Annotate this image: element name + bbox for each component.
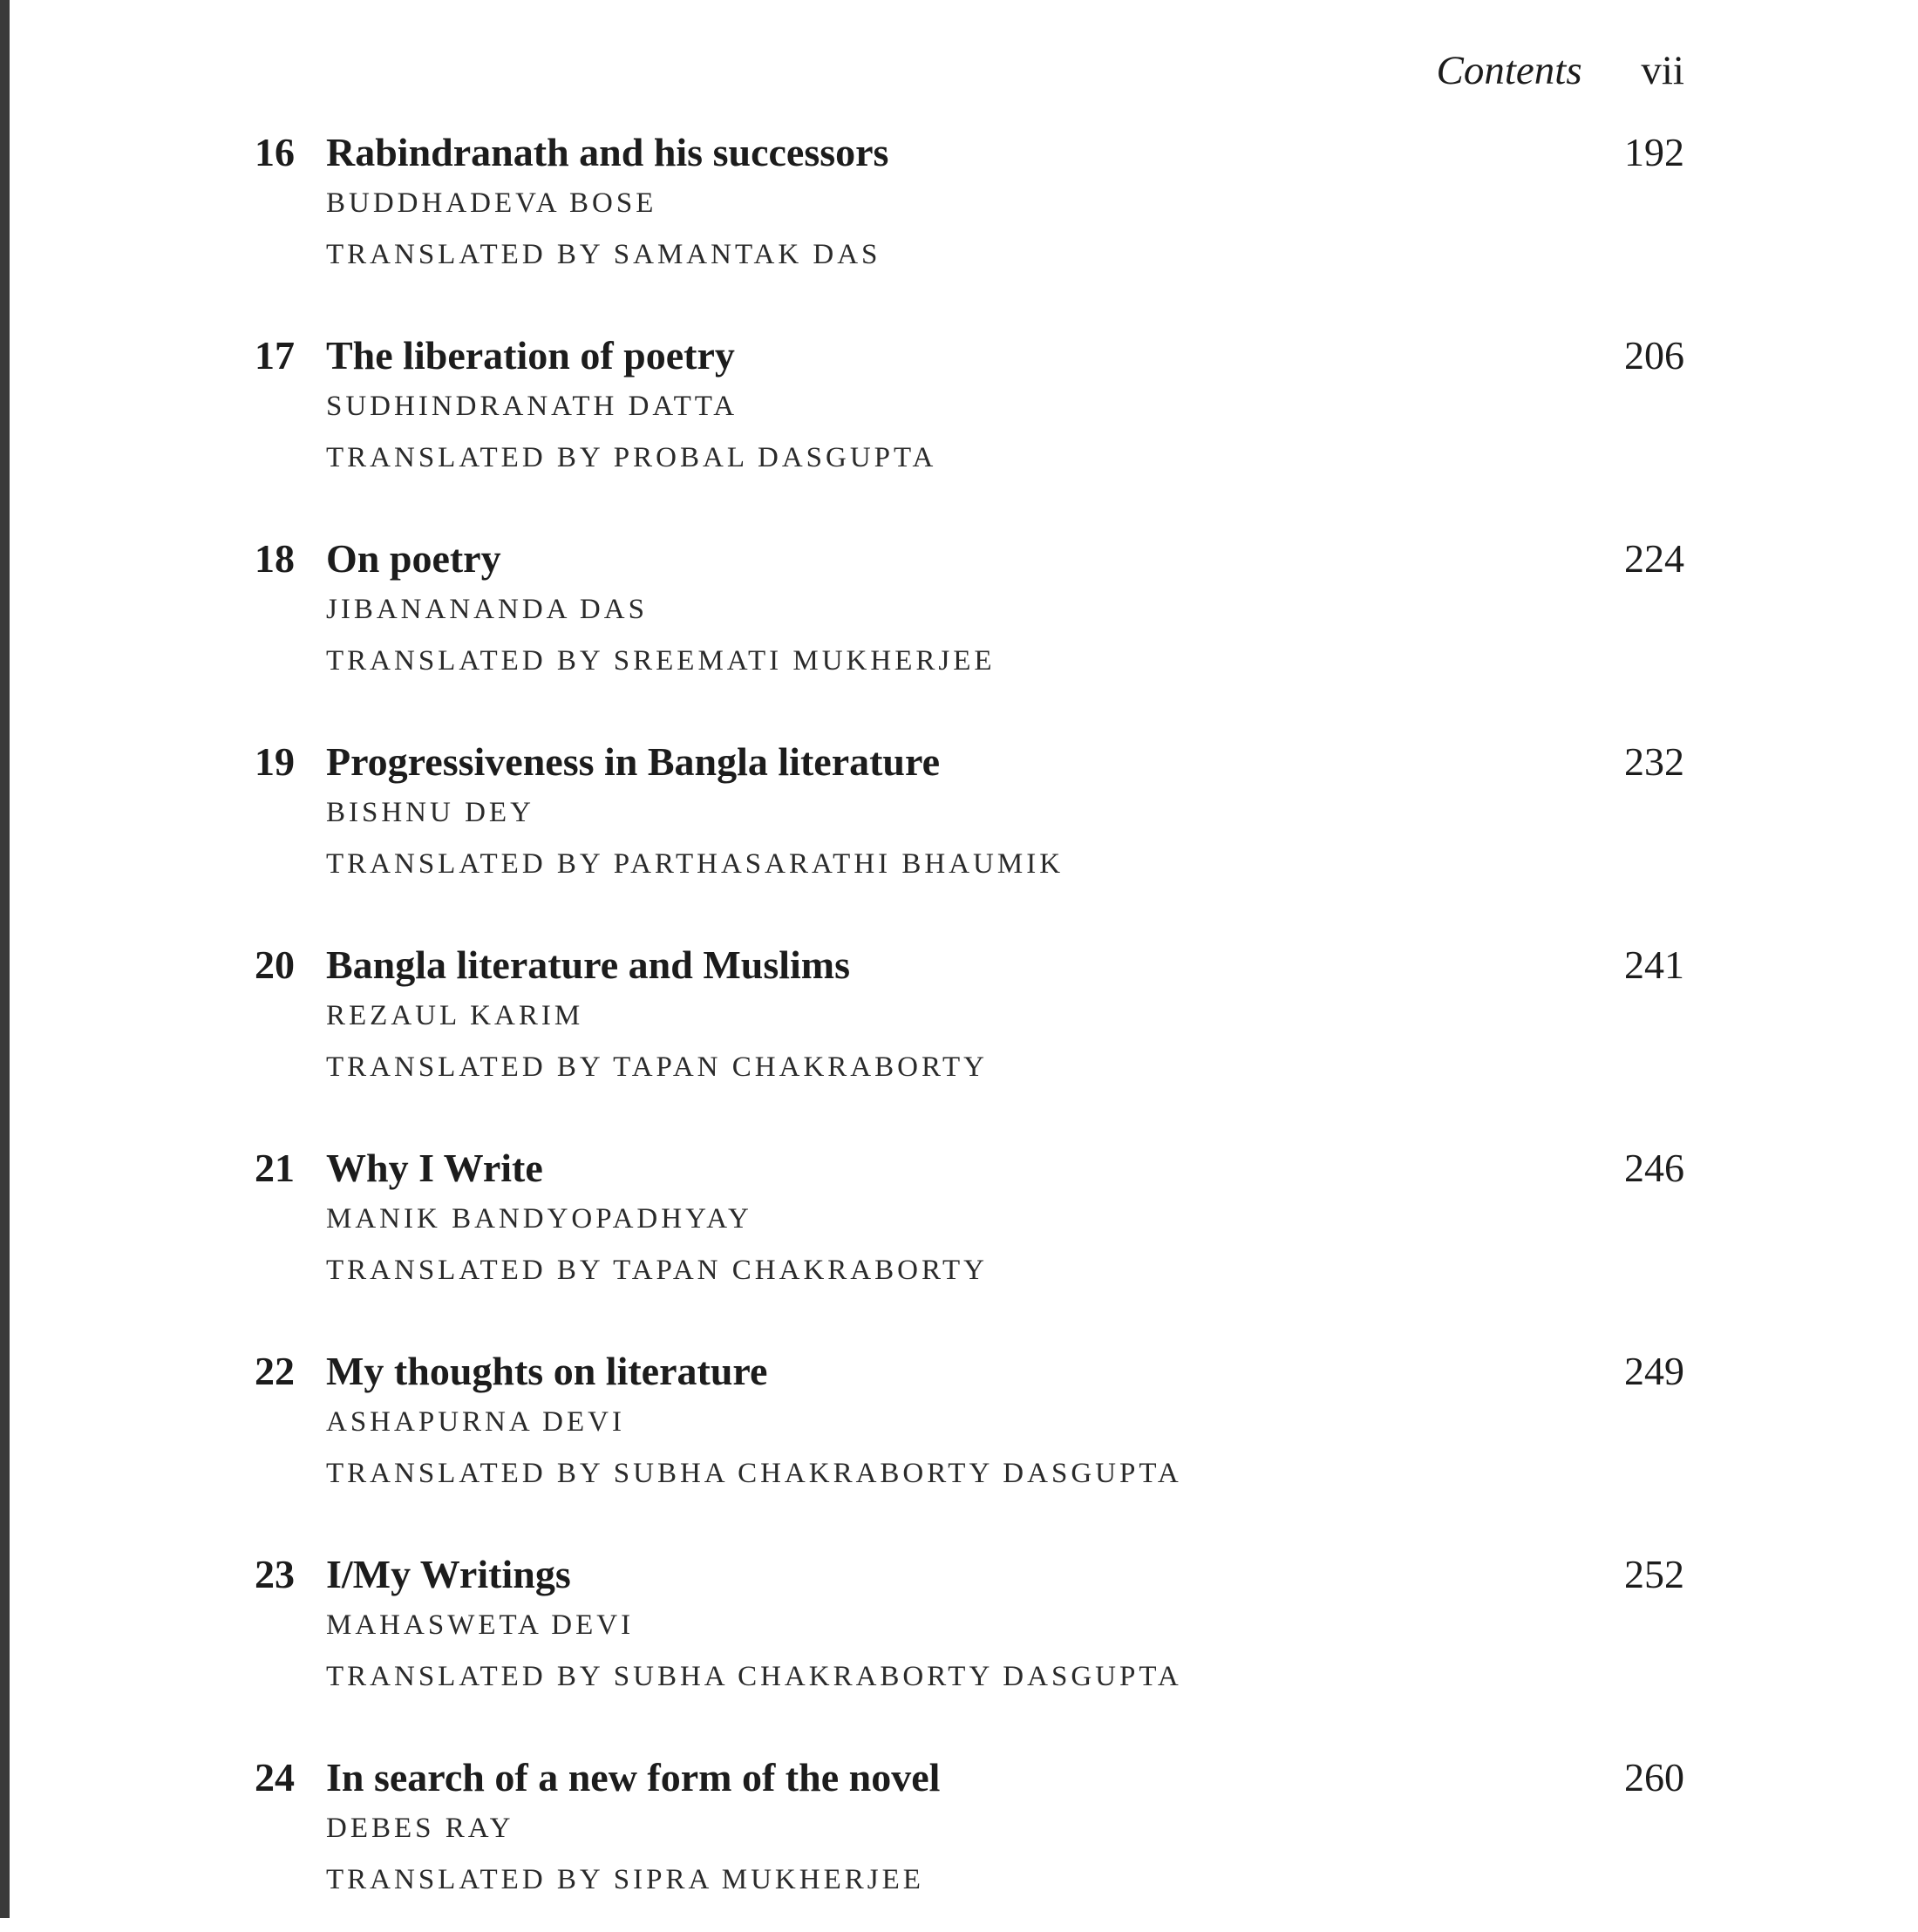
toc-entry: [0, 739, 1918, 916]
chapter-number: 24: [255, 1755, 295, 1799]
chapter-author: SUDHINDRANATH DATTA: [326, 391, 738, 422]
chapter-page-number: 192: [1624, 130, 1684, 174]
running-head-page-number: vii: [1641, 48, 1684, 93]
chapter-translator: TRANSLATED BY PARTHASARATHI BHAUMIK: [326, 848, 1064, 880]
chapter-title: Bangla literature and Muslims: [326, 942, 851, 987]
chapter-number: 23: [255, 1552, 295, 1596]
chapter-page-number: 241: [1624, 942, 1684, 987]
chapter-title: In search of a new form of the novel: [326, 1755, 941, 1799]
toc-entry: [0, 536, 1918, 713]
chapter-number: 22: [255, 1349, 295, 1393]
toc-entry: [0, 1351, 1918, 1526]
running-head-title: Contents: [1436, 48, 1582, 93]
chapter-translator: TRANSLATED BY TAPAN CHAKRABORTY: [326, 1051, 988, 1083]
toc-entry: [0, 1148, 1918, 1323]
chapter-author: BISHNU DEY: [326, 797, 534, 828]
chapter-author: MANIK BANDYOPADHYAY: [326, 1203, 752, 1235]
chapter-author: ASHAPURNA DEVI: [326, 1406, 625, 1438]
chapter-page-number: 249: [1624, 1349, 1684, 1393]
chapter-author: REZAUL KARIM: [326, 1000, 584, 1031]
chapter-page-number: 246: [1624, 1146, 1684, 1190]
chapter-number: 18: [255, 536, 295, 581]
chapter-title: My thoughts on literature: [326, 1349, 768, 1393]
chapter-translator: TRANSLATED BY SUBHA CHAKRABORTY DASGUPTA: [326, 1661, 1182, 1692]
running-head: [1436, 48, 1685, 93]
chapter-number: 19: [255, 739, 295, 784]
chapter-title: Progressiveness in Bangla literature: [326, 739, 941, 784]
toc-entry: [0, 130, 1918, 307]
chapter-number: 21: [255, 1146, 295, 1190]
chapter-page-number: 224: [1624, 536, 1684, 581]
chapter-page-number: 206: [1624, 333, 1684, 378]
chapter-title: On poetry: [326, 536, 501, 581]
chapter-author: DEBES RAY: [326, 1813, 514, 1844]
chapter-title: I/My Writings: [326, 1552, 571, 1596]
chapter-page-number: 260: [1624, 1755, 1684, 1799]
toc-entry: [0, 942, 1918, 1119]
chapter-title: Why I Write: [326, 1146, 543, 1190]
chapter-number: 17: [255, 333, 295, 378]
chapter-number: 20: [255, 942, 295, 987]
chapter-page-number: 252: [1624, 1552, 1684, 1596]
chapter-author: BUDDHADEVA BOSE: [326, 187, 657, 219]
chapter-translator: TRANSLATED BY SIPRA MUKHERJEE: [326, 1864, 924, 1895]
chapter-translator: TRANSLATED BY PROBAL DASGUPTA: [326, 442, 937, 473]
chapter-author: JIBANANANDA DAS: [326, 594, 648, 625]
chapter-page-number: 232: [1624, 739, 1684, 784]
chapter-translator: TRANSLATED BY SUBHA CHAKRABORTY DASGUPTA: [326, 1458, 1182, 1489]
toc-entry: [0, 333, 1918, 510]
chapter-translator: TRANSLATED BY SREEMATI MUKHERJEE: [326, 645, 996, 677]
toc-entry: [0, 1554, 1918, 1729]
chapter-title: Rabindranath and his successors: [326, 130, 889, 174]
chapter-translator: TRANSLATED BY SAMANTAK DAS: [326, 239, 881, 270]
chapter-number: 16: [255, 130, 295, 174]
chapter-title: The liberation of poetry: [326, 333, 735, 378]
chapter-author: MAHASWETA DEVI: [326, 1609, 635, 1641]
chapter-translator: TRANSLATED BY TAPAN CHAKRABORTY: [326, 1255, 988, 1286]
toc-entry: [0, 1755, 1918, 1932]
